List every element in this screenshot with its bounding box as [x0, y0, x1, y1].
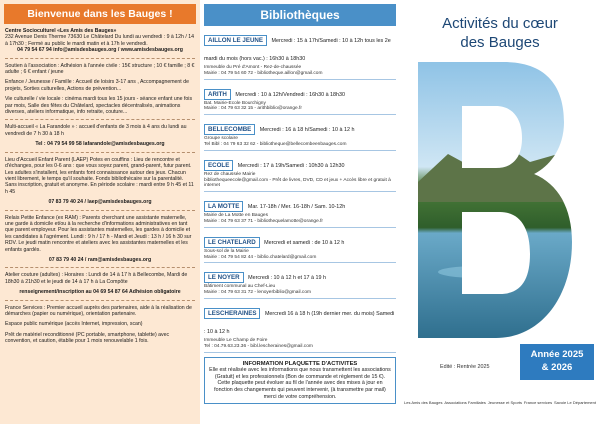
centre-contact[interactable]: 04 79 54 67 94 info@amisdesbauges.org / www.amisdesbauges.org — [17, 47, 183, 54]
cover-title-line1: Activités du cœur — [442, 15, 558, 32]
library-hours: Mercredi : 10 à 12 h et 17 à 19 h — [248, 275, 327, 282]
library-entry — [204, 266, 396, 299]
logo-amis: Les Amis des Bauges — [404, 399, 443, 405]
library-name: ECOLE — [204, 160, 233, 171]
numerique-text: Espace public numérique (accès Internet, impression, scan) — [5, 321, 143, 328]
library-address: Sous-sol de la Mairie — [204, 248, 249, 254]
library-name: LE NOYER — [204, 272, 244, 283]
library-hours: Mercredi : 16 à 18 h/Samedi : 10 à 12 h — [259, 127, 355, 134]
cover-title-line2: des Bauges — [460, 34, 540, 51]
right-column — [400, 0, 600, 424]
year-line1: Année 2025 — [530, 349, 584, 360]
couture-contact[interactable]: renseignement/inscription au 04 69 54 87 64 Adhésion obligatoire — [19, 289, 181, 296]
logo-savoie: Savoie Le Département — [553, 399, 596, 405]
library-entry — [204, 231, 396, 264]
logo-france-services: France services — [523, 399, 553, 405]
library-address: Rez de chaussée Mairie — [204, 171, 256, 177]
centre-name: Centre Socioculturel «Les Amis des Bauges» — [5, 28, 117, 34]
library-name: LE CHATELARD — [204, 237, 260, 248]
laep-text: Lieu d'Accueil Enfant Parent (LAEP) Potes en couffins : Lieu de rencontre et d'échanges, pour les 0-6 ans : que vous soyez parent, grand-parent, futur parent. Les adultes s'installent, les enfants font connaissance autour des jeux. Chacun vient librement, le temps qu'il souhaite. Fonds bibliothécaire sur la parentalité. Sans inscription, gratuit et anonyme. En période scolaire : mardi entre 9 h 45 et 11 h 45 — [5, 156, 194, 195]
library-address: Immeuble Le Champ de Foire — [204, 337, 268, 343]
library-address: Bâtiment communal au Chef-Lieu — [204, 284, 276, 290]
library-name: ARITH — [204, 89, 231, 100]
library-entry — [204, 118, 396, 151]
library-hours: Mercredi : 15 à 17h/Samedi : 10 à 12h tous les 2e mardi du mois (hors vac.) : 16h30 à 18h30 — [204, 38, 391, 62]
pret-text: Prêt de matériel reconditionné (PC portable, smartphone, tablette) avec convention, et caution, établie pour 1 mois renouvelable 1 fois. — [5, 331, 170, 345]
middle-title: Bibliothèques — [204, 4, 396, 26]
info-box — [204, 357, 396, 405]
logo-jeunesse: Jeunesse et Sports — [487, 399, 523, 405]
library-address: Bat. Mairie-Ecole Bourchigny — [204, 100, 266, 106]
ram-contact[interactable]: 07 83 79 40 24 / ram@amisdesbauges.org — [48, 256, 152, 263]
centre-address: 232 Avenue Denis Therme 73630 Le Châtelard Du lundi au vendredi : 9 à 12h / 14 à 17h30 ; Fermé au public le mardi matin et à 17h le vendredi. — [5, 34, 194, 47]
library-entry — [204, 29, 396, 80]
library-hours: Mar. 17-18h / Mer. 16-18h / Sam. 10-12h — [247, 204, 346, 211]
logo-udaf: Associations Familiales — [444, 399, 486, 405]
library-entry — [204, 302, 396, 353]
library-name: AILLON LE JEUNE — [204, 35, 267, 46]
library-entry — [204, 195, 396, 228]
library-contact[interactable]: Mairie : 04 79 54 82 44 - biblio.chatelard@gmail.com — [204, 254, 317, 260]
library-hours: Mercredi : 10 à 12h/Vendredi : 16h30 à 18h30 — [235, 91, 346, 98]
library-hours: Mercredi et samedi : de 10 à 12 h — [264, 239, 345, 246]
library-contact[interactable]: Mairie : 04 79 54 60 72 - bibliotheque.aillon@gmail.com — [204, 70, 323, 76]
farandole-contact[interactable]: Tel : 04 79 54 99 58 lafarandole@amisdesbauges.org — [35, 141, 165, 148]
library-name: LA MOTTE — [204, 201, 243, 212]
big-b-landscape — [418, 62, 572, 338]
library-contact[interactable]: Mairie : 04 79 63 31 72 - lenoyerbiblio@gmail.com — [204, 290, 311, 296]
info-title: INFORMATION PLAQUETTE D'ACTIVITES — [242, 360, 358, 367]
library-name: BELLECOMBE — [204, 124, 255, 135]
year-line2: & 2026 — [541, 362, 573, 373]
library-hours: Mercredi : 17 à 19h/Samedi : 10h30 à 12h30 — [237, 162, 345, 169]
centre-block — [0, 26, 200, 56]
library-entry — [204, 83, 396, 116]
middle-column — [200, 0, 400, 424]
library-name: LESCHERAINES — [204, 308, 260, 319]
library-contact[interactable]: Tel : 04.79.63.23.36 - bibl.lescheraines@gmail.com — [204, 343, 313, 349]
library-address: Immeuble du Pré d'Amont - Rez-de-chaussée — [204, 65, 302, 70]
library-address: Mairie de La Motte en Bauges — [204, 213, 268, 219]
couture-text: Atelier couture (adultes) : Horaires : Lundi de 14 à 17 h à Bellecombe, Mardi de 18h30 à 21h30 et le jeudi de 14 à 17 h à La Compôte — [5, 272, 188, 285]
enfance-text: Enfance / Jeunesse / Famille : Accueil de loisirs 3-17 ans , Accompagnement de projets, Sorties culturelles, Actions de prévention... — [5, 79, 189, 92]
library-contact[interactable]: bibliothequeecole@gmail.com - Prêt de livres, DVD, CD et jeux + Accès libre et gratuit à internet — [204, 177, 391, 189]
left-column — [0, 0, 200, 424]
edition-label: Edité : Rentrée 2025 — [440, 364, 490, 370]
vie-text: Vie culturelle / vie locale : cinéma mardi tous les 15 jours - séance enfant une fois par mois, Salle des fêtes du Châtelard, spectacles décentralisés, animations diverses, ateliers informatique, info retraite, couture... — [5, 96, 193, 116]
library-contact[interactable]: Mairie : 04 79 63 32 15 - arithbiblio@orange.fr — [204, 106, 302, 112]
left-title: Bienvenue dans les Bauges ! — [4, 4, 196, 24]
info-text: Elle est réalisée avec les informations que nous transmettent les associations (Gratuit) et les professionnels (Bon de commande et règlement de 15 €). Cette plaquette peut évoluer au fil de l'année avec des mises à jour en fonction des changements qui peuvent intervenir, (à transmettre par mail) merci de votre compréhension. — [209, 367, 391, 400]
year-badge — [520, 344, 594, 380]
library-entry — [204, 154, 396, 192]
laep-contact[interactable]: 07 83 79 40 24 / laep@amisdesbauges.org — [48, 199, 152, 206]
partner-logos — [404, 387, 596, 419]
library-contact[interactable]: Mairie : 04 79 63 37 71 - bibliothequelamotte@orange.fr — [204, 218, 324, 224]
soutien-text: Soutien à l'association : Adhésion à l'année civile : 15€ structure ; 10 € famille ; 8 € adulte ; 6 € enfant / jeune — [5, 62, 195, 76]
library-address: Groupe scolaire — [204, 136, 238, 142]
farandole-text: Multi-accueil « La Farandole » : accueil d'enfants de 3 mois à 4 ans du lundi au vendredi de 7 h 30 à 18 h — [5, 124, 187, 137]
cover-title — [400, 14, 600, 52]
library-hours: Mercredi 16 à 18 h (19h dernier mer. du mois) Samedi : 10 à 12 h — [204, 310, 395, 335]
library-contact[interactable]: Tel Bibl : 04 79 63 32 62 - bibliotheque@bellecombeenbauges.com — [204, 141, 347, 147]
ram-text: Relais Petite Enfance (ex RAM) : Parents cherchant une assistante maternelle, une garde à domicile et/ou à la recherche d'informations administratives en tant que parent employeur. Pour les assistantes maternelles, les gardes à domicile et les candidates à l'agrément. Lundi : 9 h / 17 h - Mardi et Jeudi : 13 h / 16 h 30 sur RDV. Le jeudi matin rencontre et ateliers avec les assistantes maternelles et les enfants gardés. — [5, 214, 192, 253]
france-services-text: France Services : Premier accueil auprès des partenaires, aide à la réalisation de démarches (papier ou numérique), orientation partenaire. — [5, 304, 192, 317]
